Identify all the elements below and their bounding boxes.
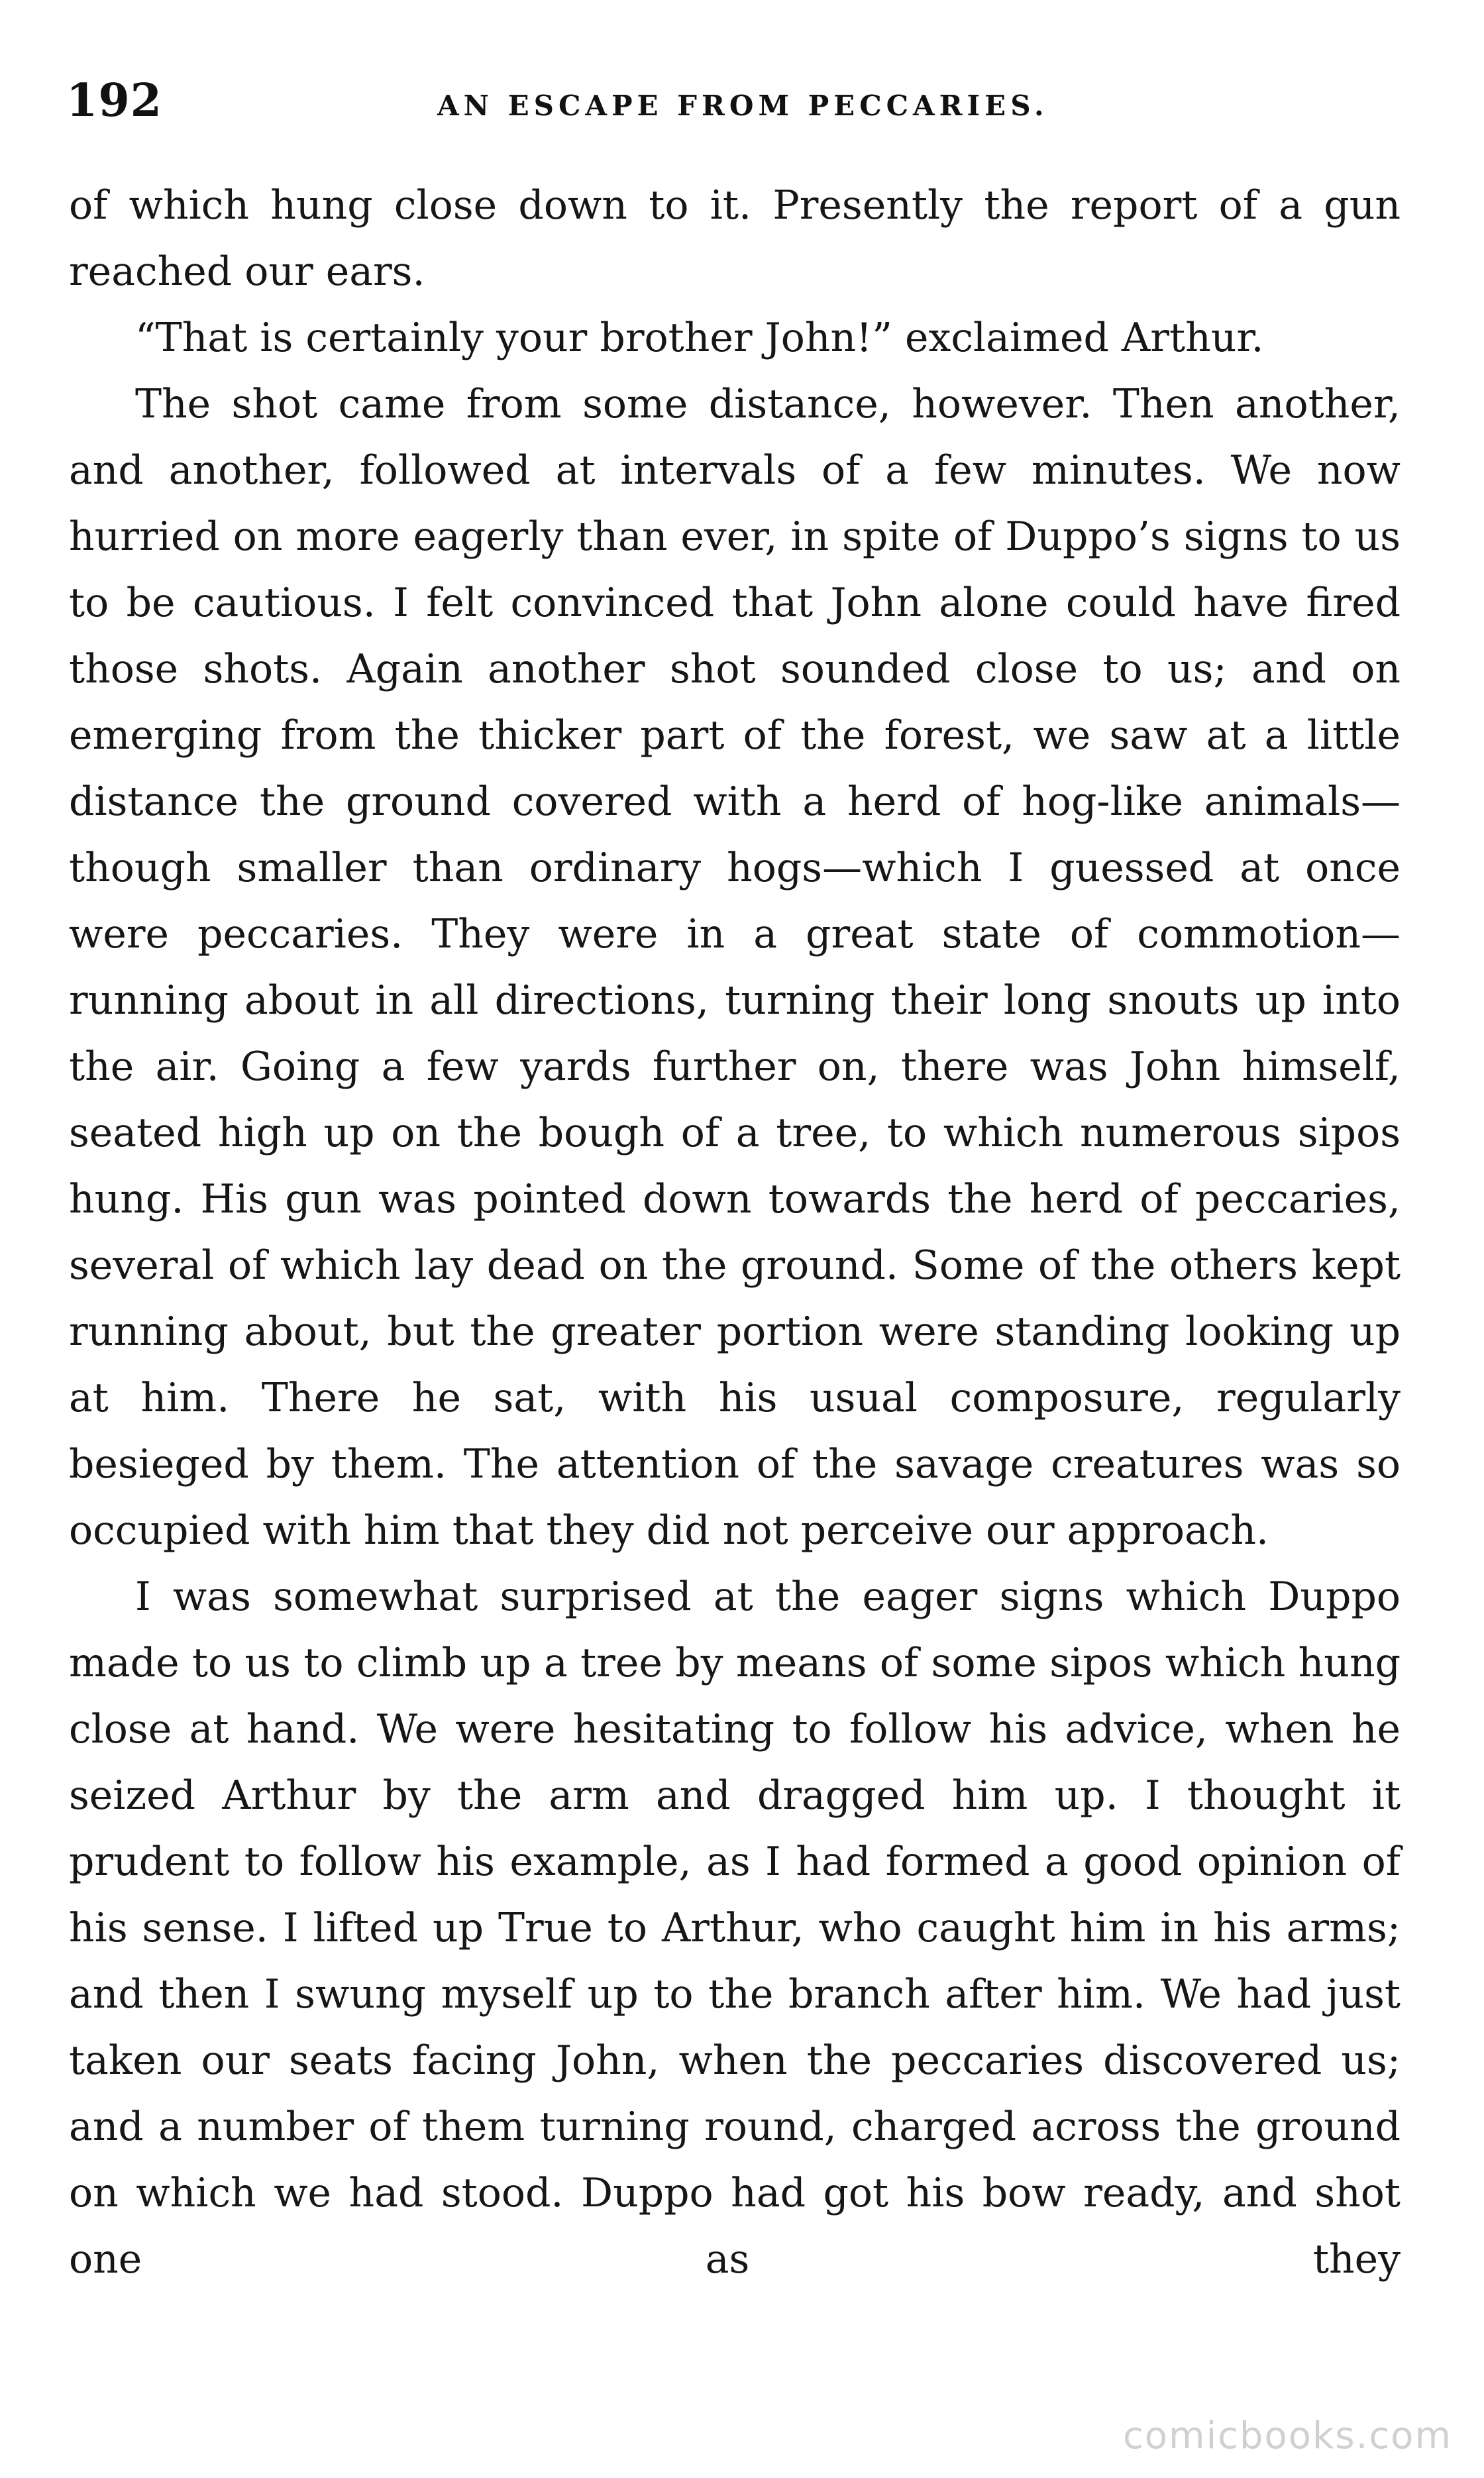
paragraph-3: The shot came from some distance, however. Then another, and another, followed at intervals of a few minutes. We now hurried on more eagerly than ever, in spite of Duppo’s signs to us to be cautious. I felt convinced that John alone could have fired those shots. Again another shot sounded close to us; and on emerging from the thicker part of the forest, we saw at a little distance the ground covered with a herd of hog-like animals—though smaller than ordinary hogs—which I guessed at once were peccaries. They were in a great state of commotion—running about in all directions, turning their long snouts up into the air. Going a few yards further on, there was John himself, seated high up on the bough of a tree, to which numerous sipos hung. His gun was pointed down towards the herd of peccaries, several of which lay dead on the ground. Some of the others kept running about, but the greater portion were standing looking up at him. There he sat, with his usual composure, regularly besieged by them. The attention of the savage creatures was so occupied with him that they did not perceive our approach. (69, 381, 1401, 1554)
paragraph-4: I was somewhat surprised at the eager signs which Duppo made to us to climb up a tree by means of some sipos which hung close at hand. We were hesitating to follow his advice, when he seized Arthur by the arm and dragged him up. I thought it prudent to follow his example, as I had formed a good opinion of his sense. I lifted up True to Arthur, who caught him in his arms; and then I swung myself up to the branch after him. We had just taken our seats facing John, when the peccaries discovered us; and a number of them turning round, charged across the ground on which we had stood. Duppo had got his bow ready, and shot one as they (69, 1574, 1401, 2283)
running-title: AN ESCAPE FROM PECCARIES. (437, 89, 1049, 122)
page-number: 192 (66, 74, 162, 127)
watermark: comicbooks.com (1122, 2414, 1452, 2457)
paragraph-2: “That is certainly your brother John!” exclaimed Arthur. (135, 315, 1264, 361)
paragraph-1: of which hung close down to it. Presently the report of a gun reached our ears. (69, 182, 1401, 295)
page-header (66, 74, 1418, 127)
body-text (69, 172, 1401, 2292)
